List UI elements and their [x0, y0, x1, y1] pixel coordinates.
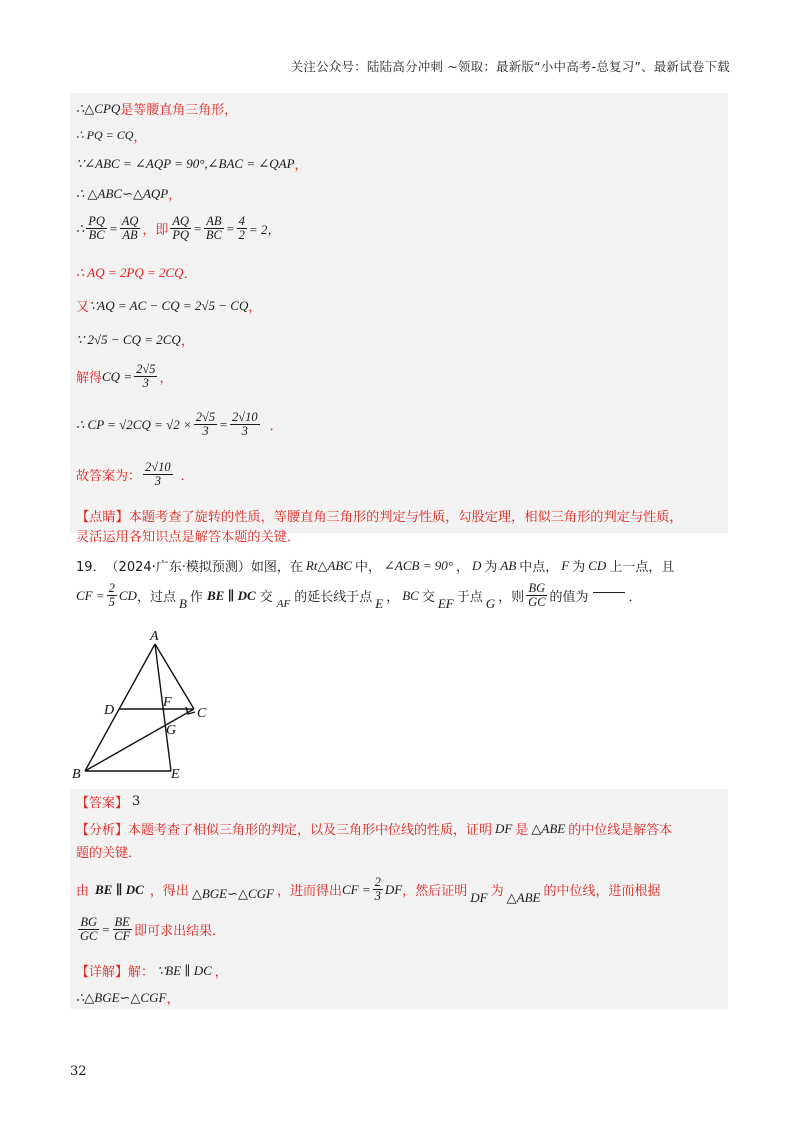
text: 本题考查了旋转的性质，等腰直角三角形的判定与性质，勾股定理，相似三角形的判定与性质， — [128, 510, 683, 525]
text: ， — [159, 371, 173, 387]
math: CD — [118, 587, 137, 603]
fraction: $\frac{PQ}{BC}$ — [88, 214, 105, 243]
problem-19-line-1 — [76, 556, 674, 575]
math: = — [219, 416, 228, 432]
line-5: ∴ $\frac{PQ}{BC}$ = $\frac{AQ}{AB}$ ，即 $\frac{AQ}{PQ}$ = $\frac{AB}{BC}$ = $\frac{4}{2}$ = 2， — [76, 214, 281, 243]
text: ， — [214, 965, 228, 980]
solution-block-top — [70, 93, 728, 545]
answer-blank — [593, 592, 625, 593]
segment-AC — [155, 644, 194, 709]
fraction: $\frac{2}{5}$ — [108, 581, 115, 610]
line-9 — [76, 363, 173, 390]
label-D: D — [104, 703, 115, 718]
line-11 — [76, 461, 194, 488]
text: ，然后证明 — [402, 884, 468, 900]
problem-19-line-2 — [76, 582, 642, 609]
math: ∴ AQ = 2PQ = 2CQ — [76, 264, 184, 280]
line-10 — [76, 411, 283, 438]
text: ， — [166, 992, 180, 1007]
analysis-line-3 — [76, 876, 660, 903]
math: G — [485, 595, 496, 611]
text: 交 — [421, 590, 435, 606]
label-A: A — [150, 629, 159, 644]
text: ， — [180, 334, 194, 349]
text: 于点 — [456, 590, 483, 606]
math: ∠ACB = 90° — [384, 557, 453, 573]
text: 的延长线于点 — [294, 590, 373, 606]
math: = — [101, 921, 111, 937]
math: ∴ — [76, 220, 85, 236]
text: ， — [386, 590, 400, 606]
text: 是 — [515, 823, 529, 838]
text: 作 — [189, 590, 203, 606]
math: AF — [276, 597, 291, 610]
label-G: G — [166, 723, 177, 738]
detail-line-1 — [76, 961, 228, 980]
math: = — [108, 220, 118, 236]
text: 即可求出结果． — [134, 924, 226, 940]
math: F — [561, 557, 570, 573]
math: D — [471, 557, 482, 573]
math: ∵BE ∥ DC — [157, 962, 212, 978]
label-B: B — [72, 767, 81, 782]
math: DF — [470, 889, 488, 905]
fraction: $\frac{AQ}{AB}$ — [121, 214, 139, 243]
math: CF = — [76, 587, 105, 603]
label-E: E — [171, 767, 180, 782]
fraction: $\frac{2√5}{3}$ — [136, 362, 156, 391]
detail-line-2 — [76, 988, 179, 1007]
line-6 — [76, 263, 197, 282]
math: CQ = — [102, 368, 133, 384]
page-number: 32 — [70, 1064, 87, 1079]
math: DF — [384, 881, 403, 897]
fraction: $\frac{BG}{GC}$ — [80, 915, 98, 944]
text: ，则 — [498, 590, 525, 606]
fraction: $\frac{AQ}{PQ}$ — [172, 214, 190, 243]
text: 本题考查了相似三角形的判定，以及三角形中位线的性质，证明 — [128, 823, 493, 838]
fraction: $\frac{2√10}{3}$ — [145, 460, 171, 489]
math: ∴ PQ = CQ — [76, 128, 134, 142]
problem-number: 19． — [76, 560, 106, 575]
text: ． — [180, 469, 194, 485]
text: ，进而得出 — [277, 884, 343, 900]
math: ∵ 2√5 − CQ = 2CQ — [76, 331, 181, 347]
math: △ABE — [506, 889, 541, 905]
text: 为 — [490, 884, 504, 900]
text: 又 — [76, 300, 90, 315]
text: 中点， — [519, 560, 559, 575]
text: 上一点，且 — [609, 560, 675, 575]
text: 故答案为： — [76, 469, 142, 485]
text: 的中位线是解答本 — [568, 823, 673, 838]
math: ∴△BGE∽△CGF — [76, 989, 167, 1005]
fraction: $\frac{AB}{BC}$ — [205, 214, 222, 243]
line-4 — [76, 184, 181, 203]
fraction: $\frac{BE}{CF}$ — [114, 915, 131, 944]
text: ， — [455, 560, 469, 575]
solution-block-bottom — [70, 789, 728, 1009]
math: Rt△ABC — [305, 557, 353, 573]
math: △ABE — [531, 820, 566, 836]
problem-source: （2024·广东·模拟预测）如图，在 — [105, 560, 303, 575]
text: ， — [248, 300, 262, 315]
label-C: C — [197, 706, 207, 721]
fraction: $\frac{4}{2}$ — [238, 214, 245, 243]
text: 灵活运用各知识点是解答本题的关键． — [76, 530, 301, 545]
text: 为 — [484, 560, 498, 575]
text: ， — [294, 158, 308, 173]
segment-AB — [85, 644, 155, 771]
analysis-line-4 — [76, 916, 225, 943]
text: ． — [628, 590, 642, 606]
answer-line — [76, 792, 140, 811]
answer-tag: 【答案】 — [76, 796, 129, 811]
answer-value: 3 — [132, 794, 141, 809]
analysis-line-2 — [76, 842, 141, 861]
text: 题的关键． — [76, 846, 142, 861]
fraction: $\frac{2√10}{3}$ — [231, 410, 258, 439]
line-1 — [76, 99, 237, 118]
text: 解得 — [76, 371, 103, 387]
math: CD — [588, 557, 607, 573]
detail-tag: 【详解】 — [76, 965, 129, 980]
text: ． — [183, 267, 197, 282]
fraction: $\frac{BG}{GC}$ — [528, 581, 546, 610]
math: ∴ △ABC∽△AQP — [76, 185, 169, 201]
math: ∵AQ = AC − CQ = 2√5 − CQ — [89, 297, 249, 313]
dianjing-tag: 【点睛】 — [76, 510, 129, 525]
text: ，即 — [142, 223, 169, 239]
math: BE ∥ DC — [95, 881, 144, 897]
fraction: $\frac{2}{3}$ — [374, 875, 381, 904]
math: ∴ CP = √2CQ = √2 × — [76, 416, 192, 432]
text: 是等腰直角三角形， — [120, 103, 238, 118]
math: EF — [437, 595, 454, 611]
math: BE ∥ DC — [206, 587, 256, 603]
line-7 — [76, 296, 261, 315]
line-13 — [76, 526, 300, 545]
text: ， — [168, 188, 182, 203]
text: 中， — [355, 560, 382, 575]
math: CF = — [342, 881, 371, 897]
analysis-tag: 【分析】 — [76, 823, 129, 838]
text: ，得出 — [149, 884, 189, 900]
page-header: 关注公众号：陆陆高分冲刺 ~领取：最新版“小中高考-总复习”、最新试卷下载 — [290, 59, 730, 74]
geometry-figure — [70, 628, 220, 783]
math: BC — [402, 587, 419, 603]
line-2 — [76, 126, 146, 145]
text: 交 — [259, 590, 273, 606]
math: E — [375, 595, 384, 611]
label-F: F — [163, 695, 172, 710]
math: AB — [500, 557, 517, 573]
math: B — [178, 595, 187, 611]
text: 由 — [76, 884, 90, 900]
text: 解： — [128, 965, 155, 980]
text: ． — [269, 419, 283, 435]
text: ， — [133, 130, 147, 145]
text: ，过点 — [136, 590, 176, 606]
line-3 — [76, 154, 308, 173]
text: 的中位线，进而根据 — [543, 884, 661, 900]
line-12 — [76, 506, 683, 525]
math: △BGE∽△CGF — [191, 885, 274, 901]
math: ∴△CPQ — [76, 100, 121, 116]
math: DF — [495, 820, 513, 836]
fraction: $\frac{2√5}{3}$ — [195, 410, 216, 439]
text: 的值为 — [549, 590, 589, 606]
text: 为 — [572, 560, 586, 575]
math: ∵∠ABC = ∠AQP = 90°,∠BAC = ∠QAP — [76, 155, 295, 171]
math: = 2， — [248, 222, 281, 238]
line-8 — [76, 330, 194, 349]
analysis-line-1 — [76, 819, 672, 838]
